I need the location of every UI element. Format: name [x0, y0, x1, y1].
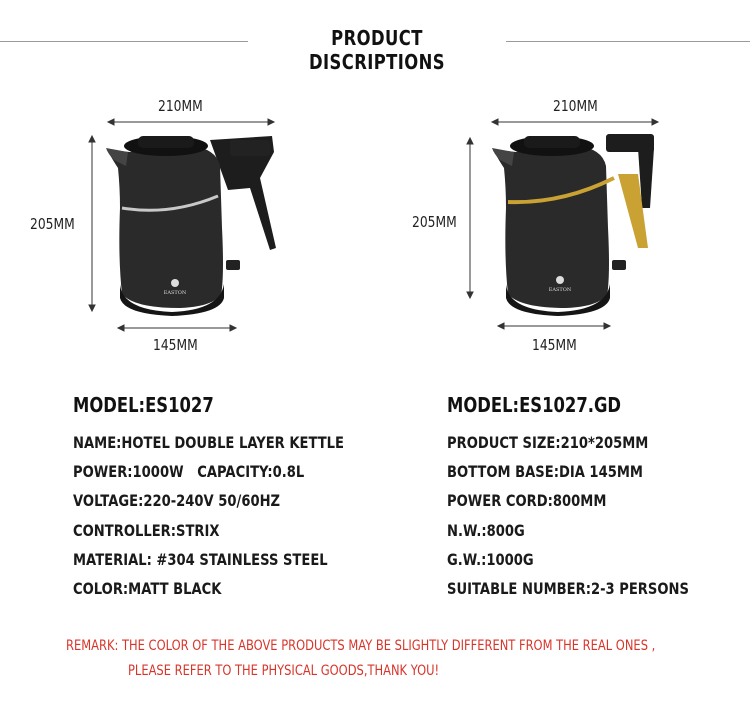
base-dimension-label: 145MM — [532, 336, 577, 354]
height-dimension-label: 205MM — [412, 213, 457, 231]
kettle-switch — [226, 260, 240, 270]
width-dimension-arrow — [492, 119, 658, 125]
height-dimension-arrow — [89, 136, 95, 311]
page-title: PRODUCT DISCRIPTIONS — [308, 26, 445, 74]
spec-item: POWER CORD:800MM — [447, 491, 607, 511]
spec-item: VOLTAGE:220-240V 50/60HZ — [73, 491, 281, 511]
spec-item: COLOR:MATT BLACK — [73, 578, 222, 598]
brand-logo-text: EASTON — [548, 287, 572, 293]
kettle-image-black — [60, 108, 300, 338]
spec-item: MATERIAL: #304 STAINLESS STEEL — [73, 549, 328, 569]
width-dimension-label: 210MM — [158, 97, 203, 115]
kettle-switch — [612, 260, 626, 270]
kettle-image-gold — [442, 108, 682, 338]
brand-logo-icon — [556, 276, 564, 284]
model-title: MODEL:ES1027.GD — [447, 393, 622, 417]
kettle-body — [108, 146, 223, 308]
width-dimension-label: 210MM — [553, 97, 598, 115]
brand-logo-icon — [171, 279, 179, 287]
spec-item: SUITABLE NUMBER:2-3 PERSONS — [447, 578, 689, 598]
remark-line-1: REMARK: THE COLOR OF THE ABOVE PRODUCTS MAY BE SLIGHTLY DIFFERENT FROM THE REAL ONES , — [66, 638, 656, 654]
spec-list-right — [447, 428, 742, 603]
spec-item: BOTTOM BASE:DIA 145MM — [447, 462, 643, 482]
spec-item: NAME:HOTEL DOUBLE LAYER KETTLE — [73, 433, 345, 452]
header-rule-left — [0, 41, 248, 42]
kettle-body — [494, 146, 609, 308]
base-dimension-label: 145MM — [153, 336, 198, 354]
height-dimension-label: 205MM — [30, 215, 75, 233]
kettle-lid-knob — [524, 136, 580, 148]
width-dimension-arrow — [108, 119, 274, 125]
section-header — [0, 22, 750, 74]
spec-item: G.W.:1000G — [447, 549, 534, 569]
height-dimension-arrow — [467, 138, 473, 298]
model-title: MODEL:ES1027 — [73, 393, 214, 417]
header-rule-right — [506, 41, 750, 42]
brand-logo-text: EASTON — [163, 290, 187, 296]
kettle-handle-top — [230, 140, 270, 156]
base-dimension-arrow — [498, 323, 610, 329]
spec-item: POWER:1000W CAPACITY:0.8L — [73, 462, 305, 482]
spec-item: N.W.:800G — [447, 520, 525, 540]
spec-list-left — [73, 428, 404, 603]
spec-item: PRODUCT SIZE:210*205MM — [447, 433, 649, 452]
kettle-lid-knob — [138, 136, 194, 148]
spec-item: CONTROLLER:STRIX — [73, 520, 220, 540]
remark-line-2: PLEASE REFER TO THE PHYSICAL GOODS,THANK YOU! — [128, 663, 440, 679]
base-dimension-arrow — [118, 325, 236, 331]
